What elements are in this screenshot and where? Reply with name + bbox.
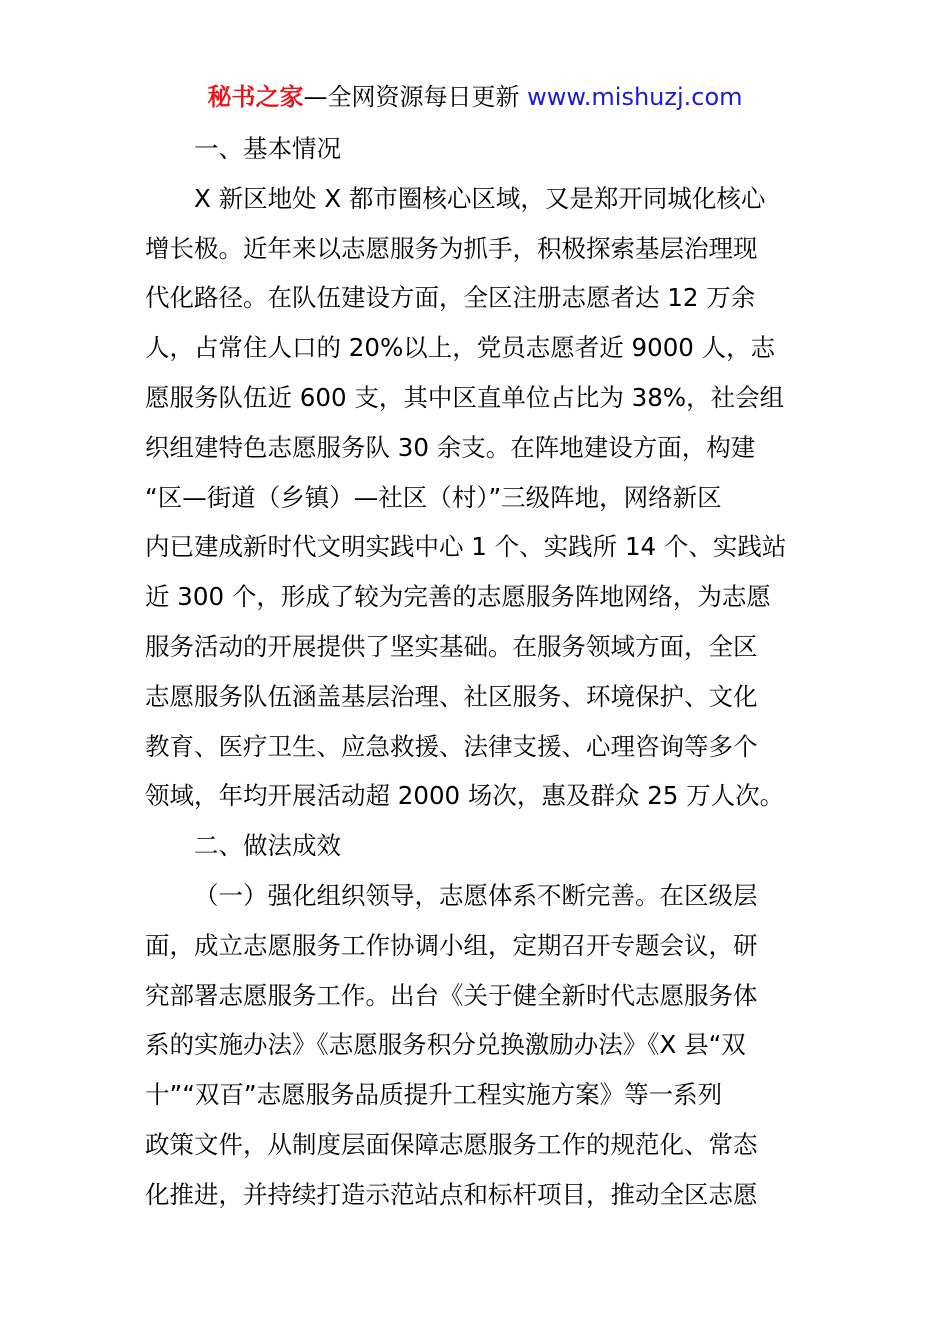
paragraph-line: 人，占常住人口的 20%以上，党员志愿者近 9000 人，志 — [145, 333, 776, 363]
paragraph-line: （一）强化组织领导，志愿体系不断完善。在区级层 — [194, 880, 758, 910]
paragraph-line: 系的实施办法》《志愿服务积分兑换激励办法》《X 县“双 — [145, 1030, 746, 1060]
section-heading: 二、做法成效 — [194, 831, 341, 861]
site-url-link[interactable]: www.mishuzj.com — [527, 83, 743, 111]
paragraph-line: 代化路径。在队伍建设方面，全区注册志愿者达 12 万余 — [145, 283, 756, 313]
header-tagline: —全网资源每日更新 — [303, 83, 528, 111]
paragraph-line: 增长极。近年来以志愿服务为抓手，积极探索基层治理现 — [145, 233, 758, 263]
paragraph-line: 政策文件，从制度层面保障志愿服务工作的规范化、常态 — [145, 1129, 758, 1159]
paragraph-line: 内已建成新时代文明实践中心 1 个、实践所 14 个、实践站 — [145, 532, 787, 562]
section-heading: 一、基本情况 — [194, 134, 341, 163]
brand-name: 秘书之家 — [207, 83, 304, 111]
paragraph-line: 化推进，并持续打造示范站点和标杆项目，推动全区志愿 — [145, 1179, 758, 1209]
document-body — [145, 124, 810, 1220]
paragraph-line: 十”“双百”志愿服务品质提升工程实施方案》等一系列 — [145, 1080, 723, 1110]
paragraph-line: 愿服务队伍近 600 支，其中区直单位占比为 38%，社会组 — [145, 382, 785, 412]
paragraph-line: 领域，年均开展活动超 2000 场次，惠及群众 25 万人次。 — [145, 781, 785, 811]
paragraph-line: 教育、医疗卫生、应急救援、法律支援、心理咨询等多个 — [145, 731, 758, 761]
site-header — [0, 80, 950, 114]
paragraph-line: 近 300 个，形成了较为完善的志愿服务阵地网络，为志愿 — [145, 582, 771, 612]
paragraph-line: 织组建特色志愿服务队 30 余支。在阵地建设方面，构建 — [145, 432, 756, 462]
paragraph-line: 服务活动的开展提供了坚实基础。在服务领域方面，全区 — [145, 631, 758, 661]
paragraph-line: X 新区地处 X 都市圈核心区域，又是郑开同城化核心 — [194, 183, 766, 213]
paragraph-line: 志愿服务队伍涵盖基层治理、社区服务、环境保护、文化 — [145, 681, 758, 711]
paragraph-line: 面，成立志愿服务工作协调小组，定期召开专题会议，研 — [145, 930, 758, 960]
paragraph-line: “区—街道（乡镇）—社区（村）”三级阵地，网络新区 — [145, 482, 722, 512]
paragraph-line: 究部署志愿服务工作。出台《关于健全新时代志愿服务体 — [145, 980, 758, 1010]
